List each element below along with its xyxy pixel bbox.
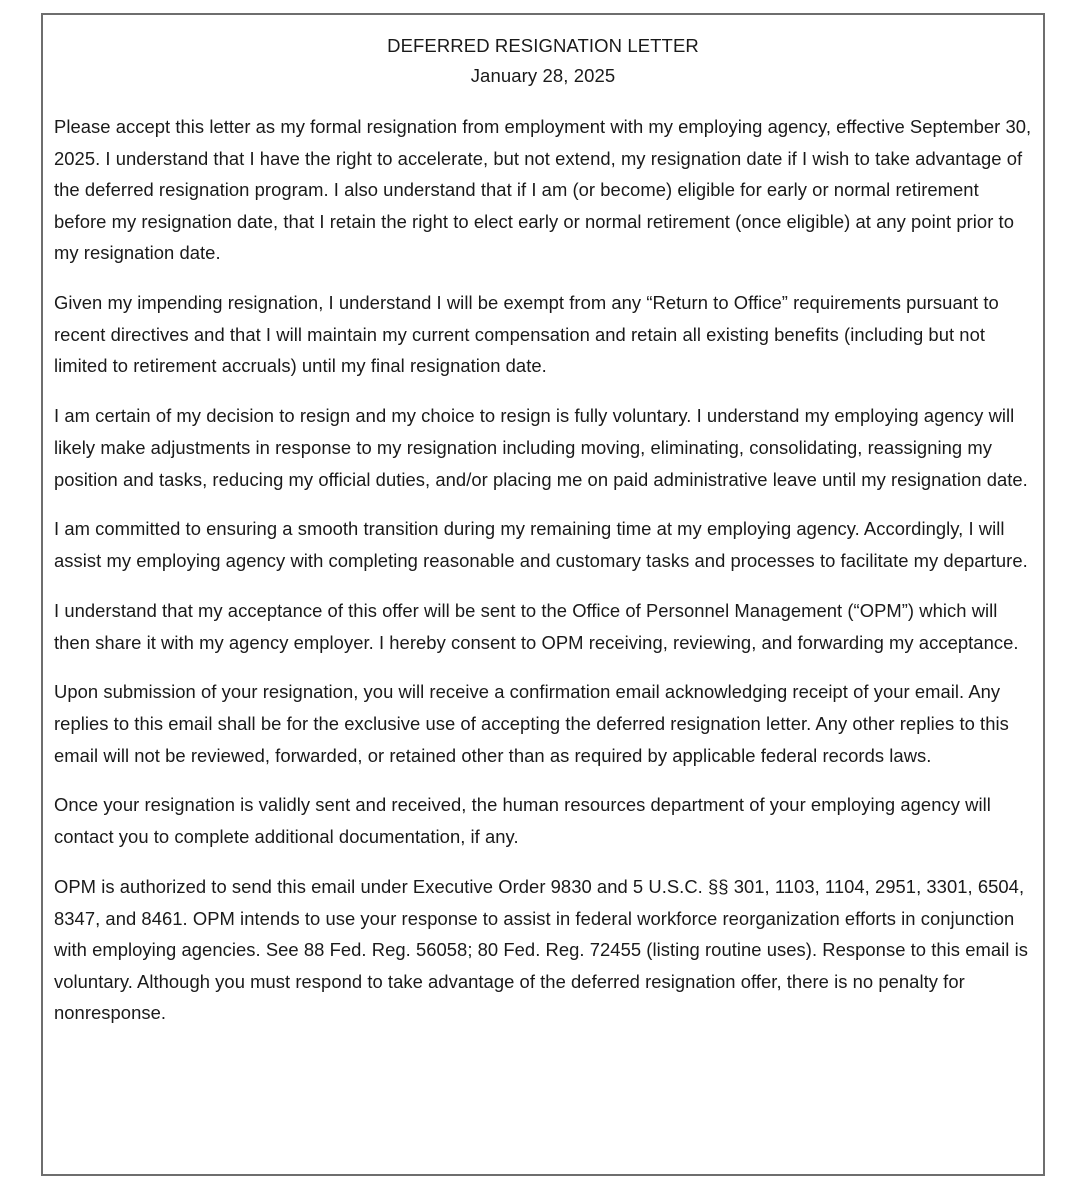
letter-header xyxy=(43,31,1043,91)
paragraph-opm-consent: I understand that my acceptance of this offer will be sent to the Office of Personnel Management (“OPM”) which will then share it with my agency employer. I hereby consent to OPM receiving, reviewing, and forwarding my acceptance. xyxy=(54,599,1019,653)
letter-document xyxy=(41,13,1045,1176)
paragraph-legal-authority: OPM is authorized to send this email under Executive Order 9830 and 5 U.S.C. §§ 301, 1103, 1104, 2951, 3301, 6504, 8347, and 8461. OPM intends to use your response to assist in federal workforce reorganization efforts in conjunction with employing agencies. See 88 Fed. Reg. 56058; 80 Fed. Reg. 72455 (listing routine uses). Response to this email is voluntary. Although you must respond to take advantage of the deferred resignation offer, there is no penalty for nonresponse. xyxy=(54,875,1028,1024)
letter-date: January 28, 2025 xyxy=(470,65,616,86)
paragraph-voluntary-decision: I am certain of my decision to resign and my choice to resign is fully voluntary. I understand my employing agency will likely make adjustments in response to my resignation including moving, eliminating, consolidating, reassigning my position and tasks, reducing my official duties, and/or placing me on paid administrative leave until my resignation date. xyxy=(54,405,1028,490)
letter-title: DEFERRED RESIGNATION LETTER xyxy=(387,35,699,56)
paragraph-resignation-effective: Please accept this letter as my formal resignation from employment with my employing agency, effective September 30, 2025. I understand that I have the right to accelerate, but not extend, my resignation date if I wish to take advantage of the deferred resignation program. I also understand that if I am (or become) eligible for early or normal retirement before my resignation date, that I retain the right to elect early or normal retirement (once eligible) at any point prior to my resignation date. xyxy=(54,116,1032,264)
paragraph-smooth-transition: I am committed to ensuring a smooth transition during my remaining time at my employing agency. Accordingly, I will assist my employing agency with completing reasonable and customary tasks and processes to facilitate my departure. xyxy=(54,518,1028,572)
paragraph-hr-contact: Once your resignation is validly sent and received, the human resources department of your employing agency will contact you to complete additional documentation, if any. xyxy=(54,794,991,848)
paragraph-confirmation-email: Upon submission of your resignation, you will receive a confirmation email acknowledging receipt of your email. Any replies to this email shall be for the exclusive use of accepting the deferred resignation letter. Any other replies to this email will not be reviewed, forwarded, or retained other than as required by applicable federal records laws. xyxy=(54,681,1009,766)
paragraph-return-to-office-exemption: Given my impending resignation, I understand I will be exempt from any “Return to Office” requirements pursuant to recent directives and that I will maintain my current compensation and retain all existing benefits (including but not limited to retirement accruals) until my final resignation date. xyxy=(54,292,999,377)
letter-body xyxy=(54,111,1033,1029)
